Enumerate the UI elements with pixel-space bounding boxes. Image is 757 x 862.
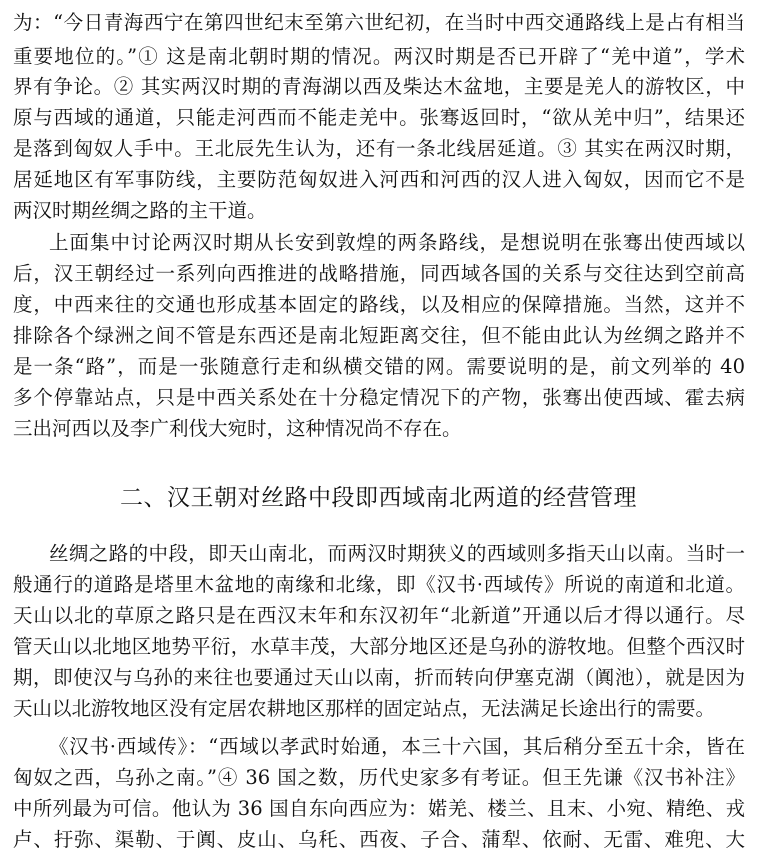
text-line: 为：“今日青海西宁在第四世纪末至第六世纪初，在当时中西交通路线上是占有相当 <box>13 11 745 34</box>
text-line: 管天山以北地区地势平衍，水草丰茂，大部分地区还是乌孙的游牧地。但整个西汉时 <box>13 635 745 658</box>
text-line: 界有争论。② 其实两汉时期的青海湖以西及柴达木盆地，主要是羌人的游牧区，中 <box>13 75 745 98</box>
text-line: 居延地区有军事防线，主要防范匈奴进入河西和河西的汉人进入匈奴，因而它不是 <box>13 168 745 191</box>
text-line: 期，即使汉与乌孙的来往也要通过天山以南，折而转向伊塞克湖（阗池），就是因为 <box>13 666 745 689</box>
section-heading: 二、汉王朝对丝路中段即西域南北两道的经营管理 <box>120 485 637 511</box>
text-line: 天山以北的草原之路只是在西汉末年和东汉初年“北新道”开通以后才得以通行。尽 <box>13 604 745 627</box>
text-line: 上面集中讨论两汉时期从长安到敦煌的两条路线，是想说明在张骞出使西域以 <box>49 231 745 254</box>
text-line: 是落到匈奴人手中。王北辰先生认为，还有一条北线居延道。③ 其实在两汉时期， <box>13 137 745 160</box>
text-line: 天山以北游牧地区没有定居农耕地区那样的固定站点，无法满足长途出行的需要。 <box>13 697 716 720</box>
text-line: 匈奴之西，乌孙之南。”④ 36 国之数，历代史家多有考证。但王先谦《汉书补注》 <box>13 766 745 789</box>
text-line: 《汉书·西域传》：“西域以孝武时始通，本三十六国，其后稍分至五十余，皆在 <box>49 735 745 758</box>
text-line: 原与西域的通道，只能走河西而不能走羌中。张骞返回时，“欲从羌中归”，结果还 <box>13 106 745 129</box>
text-line: 两汉时期丝绸之路的主干道。 <box>13 199 267 222</box>
text-line: 度，中西来往的交通也形成基本固定的路线，以及相应的保障措施。当然，这并不 <box>13 293 745 316</box>
text-line: 丝绸之路的中段，即天山南北，而两汉时期狭义的西域则多指天山以南。当时一 <box>49 542 745 565</box>
text-line: 后，汉王朝经过一系列向西推进的战略措施，同西域各国的关系与交往达到空前高 <box>13 262 745 285</box>
text-line: 三出河西以及李广利伐大宛时，这种情况尚不存在。 <box>13 417 462 440</box>
text-line: 是一条“路”，而是一张随意行走和纵横交错的网。需要说明的是，前文列举的 40 <box>13 355 745 378</box>
text-line: 般通行的道路是塔里木盆地的南缘和北缘，即《汉书·西域传》所说的南道和北道。 <box>13 573 745 596</box>
text-line: 重要地位的。”① 这是南北朝时期的情况。两汉时期是否已开辟了“羌中道”，学术 <box>13 45 745 68</box>
text-line: 多个停靠站点，只是中西关系处在十分稳定情况下的产物，张骞出使西域、霍去病 <box>13 386 745 409</box>
text-line: 卢、扜弥、渠勒、于阗、皮山、乌秅、西夜、子合、蒲犁、依耐、无雷、难兜、大 <box>13 828 745 851</box>
text-line: 排除各个绿洲之间不管是东西还是南北短距离交往，但不能由此认为丝绸之路并不 <box>13 324 745 347</box>
text-line: 中所列最为可信。他认为 36 国自东向西应为：婼羌、楼兰、且末、小宛、精绝、戎 <box>13 797 745 820</box>
